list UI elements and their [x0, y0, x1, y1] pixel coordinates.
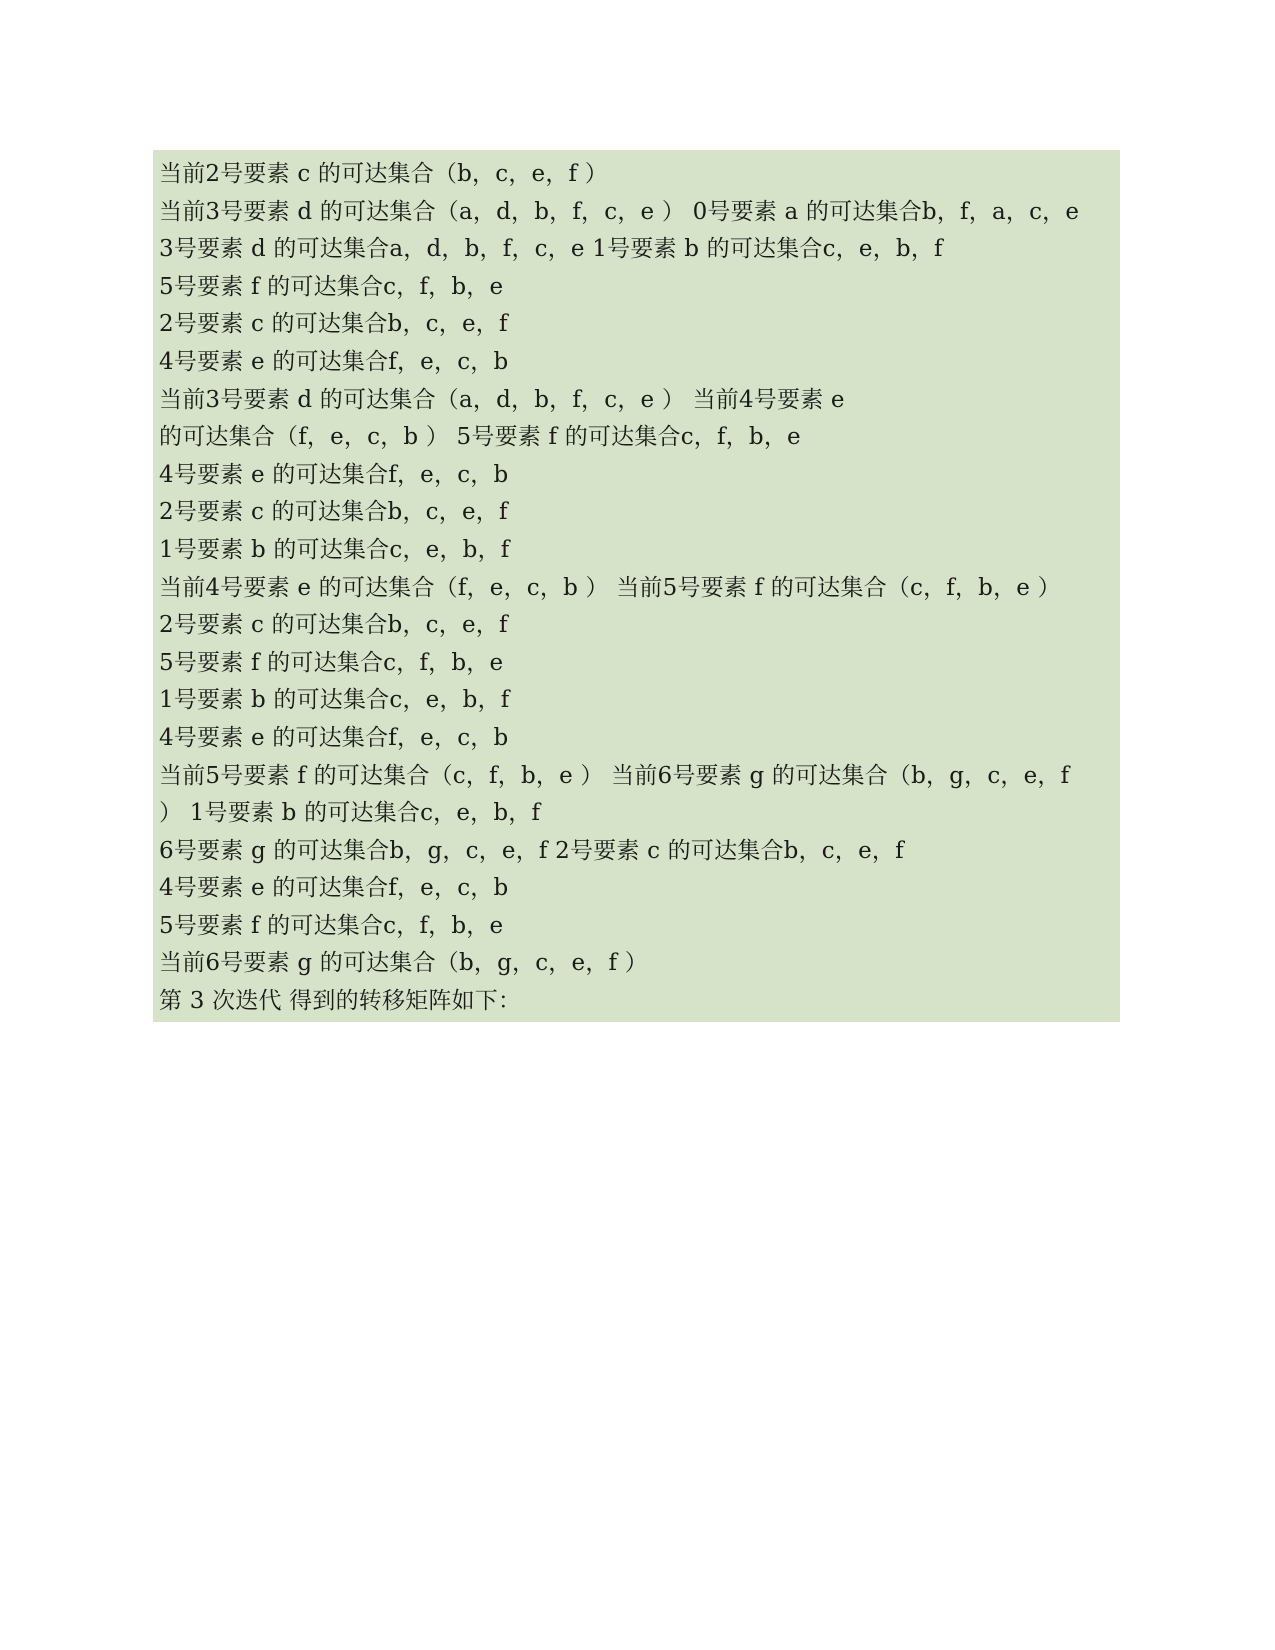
text-line: 5号要素 f 的可达集合c，f，b，e: [159, 649, 504, 676]
text-line: ） 1号要素 b 的可达集合c，e，b，f: [159, 800, 541, 827]
text-line: 第 3 次迭代 得到的转移矩阵如下：: [159, 988, 522, 1015]
text-line: 当前6号要素 g 的可达集合（b，g，c，e，f ）: [159, 950, 648, 977]
text-line: 当前3号要素 d 的可达集合（a，d，b，f，c，e ） 0号要素 a 的可达集合b，f，a，c，e: [159, 198, 1080, 225]
text-line: 4号要素 e 的可达集合f，e，c，b: [159, 348, 509, 375]
text-line: 2号要素 c 的可达集合b，c，e，f: [159, 499, 508, 526]
text-line: 5号要素 f 的可达集合c，f，b，e: [159, 912, 504, 939]
text-line: 的可达集合（f，e，c，b ） 5号要素 f 的可达集合c，f，b，e: [159, 424, 801, 451]
text-line: 当前3号要素 d 的可达集合（a，d，b，f，c，e ） 当前4号要素 e: [159, 386, 845, 413]
text-line: 5号要素 f 的可达集合c，f，b，e: [159, 273, 504, 300]
text-line: 当前5号要素 f 的可达集合（c，f，b，e ） 当前6号要素 g 的可达集合（b，g，c，e，f: [159, 762, 1070, 789]
text-line: 4号要素 e 的可达集合f，e，c，b: [159, 461, 509, 488]
text-line: 2号要素 c 的可达集合b，c，e，f: [159, 311, 508, 338]
text-line: 3号要素 d 的可达集合a，d，b，f，c，e 1号要素 b 的可达集合c，e，b，f: [159, 236, 943, 263]
highlighted-text-block: [153, 150, 1120, 1022]
text-line: 当前2号要素 c 的可达集合（b，c，e，f ）: [159, 161, 608, 187]
text-line: 6号要素 g 的可达集合b，g，c，e，f 2号要素 c 的可达集合b，c，e，f: [159, 837, 904, 864]
text-line: 4号要素 e 的可达集合f，e，c，b: [159, 724, 509, 751]
text-line: 4号要素 e 的可达集合f，e，c，b: [159, 875, 509, 902]
text-line: 2号要素 c 的可达集合b，c，e，f: [159, 612, 508, 639]
text-line: 1号要素 b 的可达集合c，e，b，f: [159, 536, 510, 563]
text-line: 1号要素 b 的可达集合c，e，b，f: [159, 687, 510, 714]
text-line: 当前4号要素 e 的可达集合（f，e，c，b ） 当前5号要素 f 的可达集合（c，f，b，e ）: [159, 574, 1061, 601]
